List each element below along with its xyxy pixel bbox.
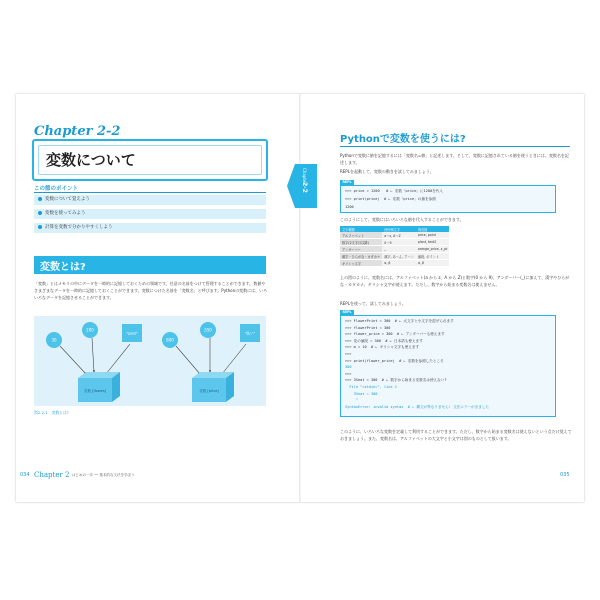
square-value: "good" — [126, 331, 138, 336]
variable-diagram — [34, 316, 266, 406]
closing-paragraph: このように、いろいろな変数を定義して利用することができます。ただし、数字から始まる変数名は使えないという点だけ覚えておきましょう。また、変数名は、アルファベットの大文字と小文字は別のものとして扱います。 — [340, 429, 572, 441]
left-footer — [16, 472, 300, 484]
repl-label: REPL — [340, 310, 354, 315]
code-line: >>> flower_price = 300 # ← アンダーバーも使えます — [345, 332, 445, 337]
heading-underline — [340, 146, 570, 147]
side-tab-label: Chapter — [302, 168, 307, 184]
right-page — [300, 94, 584, 502]
code-line: >>> 3Seat = 300 # ← 数字から始まる変数名は使えない? — [345, 378, 447, 383]
circle-value: 30 — [51, 337, 57, 343]
page-title: 変数について — [46, 151, 136, 169]
table-header: 例変数 — [416, 226, 450, 232]
repl-block — [340, 185, 556, 213]
repl-label: REPL — [340, 180, 354, 185]
code-line: SyntaxError: invalid syntax # ← 構文が異なりません! 文法エラーが出ました — [345, 404, 490, 409]
page-number: 035 — [560, 472, 570, 478]
section-heading: 変数とは? — [34, 256, 266, 274]
bullet-icon — [38, 225, 42, 229]
points-divider — [34, 192, 266, 193]
point-item: 変数について覚えよう — [34, 195, 266, 205]
figure-caption: 図2-2-1 変数とは? — [34, 410, 69, 415]
left-page — [16, 94, 300, 502]
intro-paragraph: Pythonで変数に値を記憶するには「変数名=値」と記述します。そして、変数に記憶されている値を使うときには、変数名を記述します。 — [340, 153, 569, 165]
circle-value: 350 — [204, 327, 212, 333]
code-line: >>> 花の値段 = 300 # ← 日本語も使えます — [345, 338, 423, 343]
code-line: >>> — [345, 351, 352, 356]
table-row: ギリシャ文字 α, β α, β — [340, 260, 449, 267]
square-value: "臥い" — [244, 331, 256, 336]
circle-value: 800 — [166, 337, 174, 343]
circle-value: 200 — [86, 327, 94, 333]
page-number: 034 — [20, 472, 30, 478]
book-spread — [16, 94, 584, 502]
code-line: >>> flowerPrint = 300 — [345, 325, 391, 330]
code-line: >>> — [345, 371, 352, 376]
table-header: 使用例文字 — [382, 226, 416, 232]
naming-table — [340, 226, 449, 267]
repl-block — [340, 315, 556, 417]
table-row: アンダーバー _ orange_price, x_pt — [342, 247, 448, 252]
code-line: >>> price = 1200 # ← 変数「price」に1200を代入 — [345, 189, 443, 193]
bullet-icon — [38, 211, 42, 215]
title-box — [32, 139, 268, 181]
points-heading: この節のポイント — [34, 186, 79, 192]
code-line: File "<stdin>", line 1 — [345, 384, 397, 389]
instruction-paragraph: REPLを起動して、変数の動きを試してみましょう。 — [340, 169, 434, 174]
code-line: 3Seat = 300 — [345, 391, 378, 396]
paragraph: このようにして、変数にはいろいろな値を代入することができます。 — [340, 217, 464, 222]
tab-arrow — [287, 164, 295, 208]
table-row: 数字(2文字目以降) 0～9 plant, text2 — [340, 239, 449, 246]
code-line: >>> print(flower_price) # ← 変数を参照したところ — [345, 358, 444, 363]
section-heading: Pythonで変数を使うには? — [340, 134, 466, 145]
code-lines — [341, 316, 555, 410]
footer-chapter: Chapter 2 — [34, 471, 70, 479]
code-line: ^ — [345, 398, 358, 403]
chapter-label: Chapter 2-2 — [34, 124, 121, 139]
table-row: 漢字・ひらがな・カタカナ 漢字, あ～ん, ア～ン 値段, ポイント — [340, 253, 449, 260]
code-line: 300 — [345, 365, 352, 370]
diagram-svg — [34, 316, 266, 406]
side-tab-number: 2-2 — [301, 182, 308, 193]
body-paragraph: 「変数」とはメモリの中にデータを一時的に記憶しておくための領域です。任意の名前をつけて管理することができます。数値やさまざまなデータを一時的に記憶しておくことができます。変数につけた名前を「変数名」と呼びます。Pythonの変数には、いろいろなデータを記憶させることができます。 — [34, 281, 268, 300]
paragraph: 上の図のように、変数名には、アルファベット(a から z、A から Z)と数字(0 から 9)、アンダーバー(_)に加えて、漢字やひらがな・カタカナ、ギリシャ文字が使えます。ただし、数字から始まる変数名は使えません。 — [340, 275, 570, 287]
point-item: 計算を変数で分かりやすくしよう — [34, 223, 266, 233]
code-line: >>> α = 10 # ← ギリシャ文字も使えます — [345, 345, 420, 350]
footer-subtitle: はじめの一歩 ── 基本的な文法を学ぼう — [72, 473, 135, 477]
table-header: 文字種類 — [340, 226, 382, 232]
variable-box-label: 変数 [flowes] — [83, 389, 107, 393]
code-line: >>> FlowerPrint = 300 # ← 大文字と小文字を混ぜられます — [345, 319, 454, 323]
code-output: 1200 — [345, 205, 354, 209]
table-row: アルファベット a～z, A～Z price, point — [340, 232, 449, 239]
point-item: 変数を使ってみよう — [34, 209, 266, 219]
code-line: >>> print(price) # ← 変数「price」の値を参照 — [345, 197, 436, 201]
variable-box-label: 変数 [price] — [199, 389, 219, 393]
chapter-side-tab — [295, 164, 317, 208]
paragraph: REPLを使って、試してみましょう。 — [340, 301, 406, 306]
bullet-icon — [38, 197, 42, 201]
